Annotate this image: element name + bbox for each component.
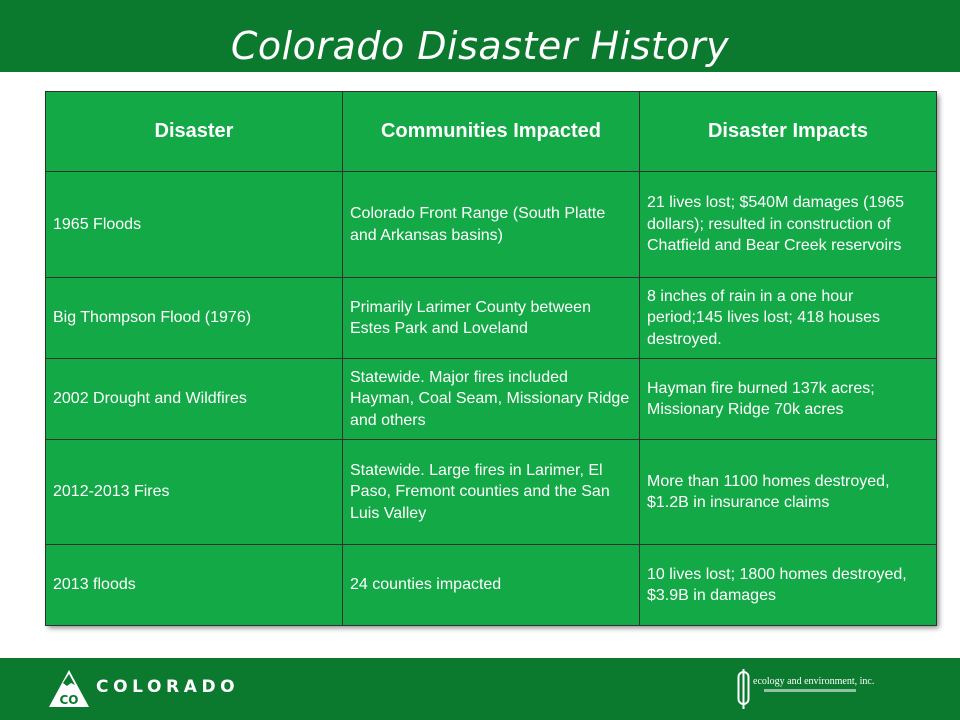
ecology-environment-name: ecology and environment, inc. (753, 676, 875, 687)
colorado-wordmark: COLORADO (96, 677, 240, 697)
column-header-impacts: Disaster Impacts (640, 92, 937, 172)
footer-bar (0, 658, 960, 720)
table-row (46, 172, 937, 278)
cell-disaster: 2012-2013 Fires (46, 440, 343, 545)
slide-title: Colorado Disaster History (230, 24, 730, 68)
svg-text:CO: CO (59, 693, 79, 707)
table-row (46, 545, 937, 626)
cell-impacts: 21 lives lost; $540M damages (1965 dollars); resulted in construction of Chatfield and Bear Creek reservoirs (640, 172, 937, 278)
cell-disaster: 2013 floods (46, 545, 343, 626)
cell-communities: Primarily Larimer County between Estes Park and Loveland (343, 278, 640, 359)
cell-disaster: 1965 Floods (46, 172, 343, 278)
title-bar (0, 0, 960, 72)
cell-impacts: 8 inches of rain in a one hour period;145 lives lost; 418 houses destroyed. (640, 278, 937, 359)
cell-disaster: Big Thompson Flood (1976) (46, 278, 343, 359)
disaster-table-container (45, 91, 936, 624)
cell-communities: Statewide. Large fires in Larimer, El Paso, Fremont counties and the San Luis Valley (343, 440, 640, 545)
cell-impacts: 10 lives lost; 1800 homes destroyed, $3.9B in damages (640, 545, 937, 626)
column-header-communities: Communities Impacted (343, 92, 640, 172)
column-header-disaster: Disaster (46, 92, 343, 172)
colorado-mountain-logo-icon (48, 669, 90, 709)
table-row (46, 359, 937, 440)
cell-communities: Colorado Front Range (South Platte and Arkansas basins) (343, 172, 640, 278)
cell-communities: Statewide. Major fires included Hayman, Coal Seam, Missionary Ridge and others (343, 359, 640, 440)
cell-communities: 24 counties impacted (343, 545, 640, 626)
table-row (46, 278, 937, 359)
cell-disaster: 2002 Drought and Wildfires (46, 359, 343, 440)
disaster-table (45, 91, 937, 626)
table-row (46, 440, 937, 545)
ecology-environment-tagline-line (764, 689, 856, 692)
table-header-row (46, 92, 937, 172)
cell-impacts: Hayman fire burned 137k acres; Missionary Ridge 70k acres (640, 359, 937, 440)
cell-impacts: More than 1100 homes destroyed, $1.2B in insurance claims (640, 440, 937, 545)
ecology-environment-logo-icon (737, 668, 753, 710)
